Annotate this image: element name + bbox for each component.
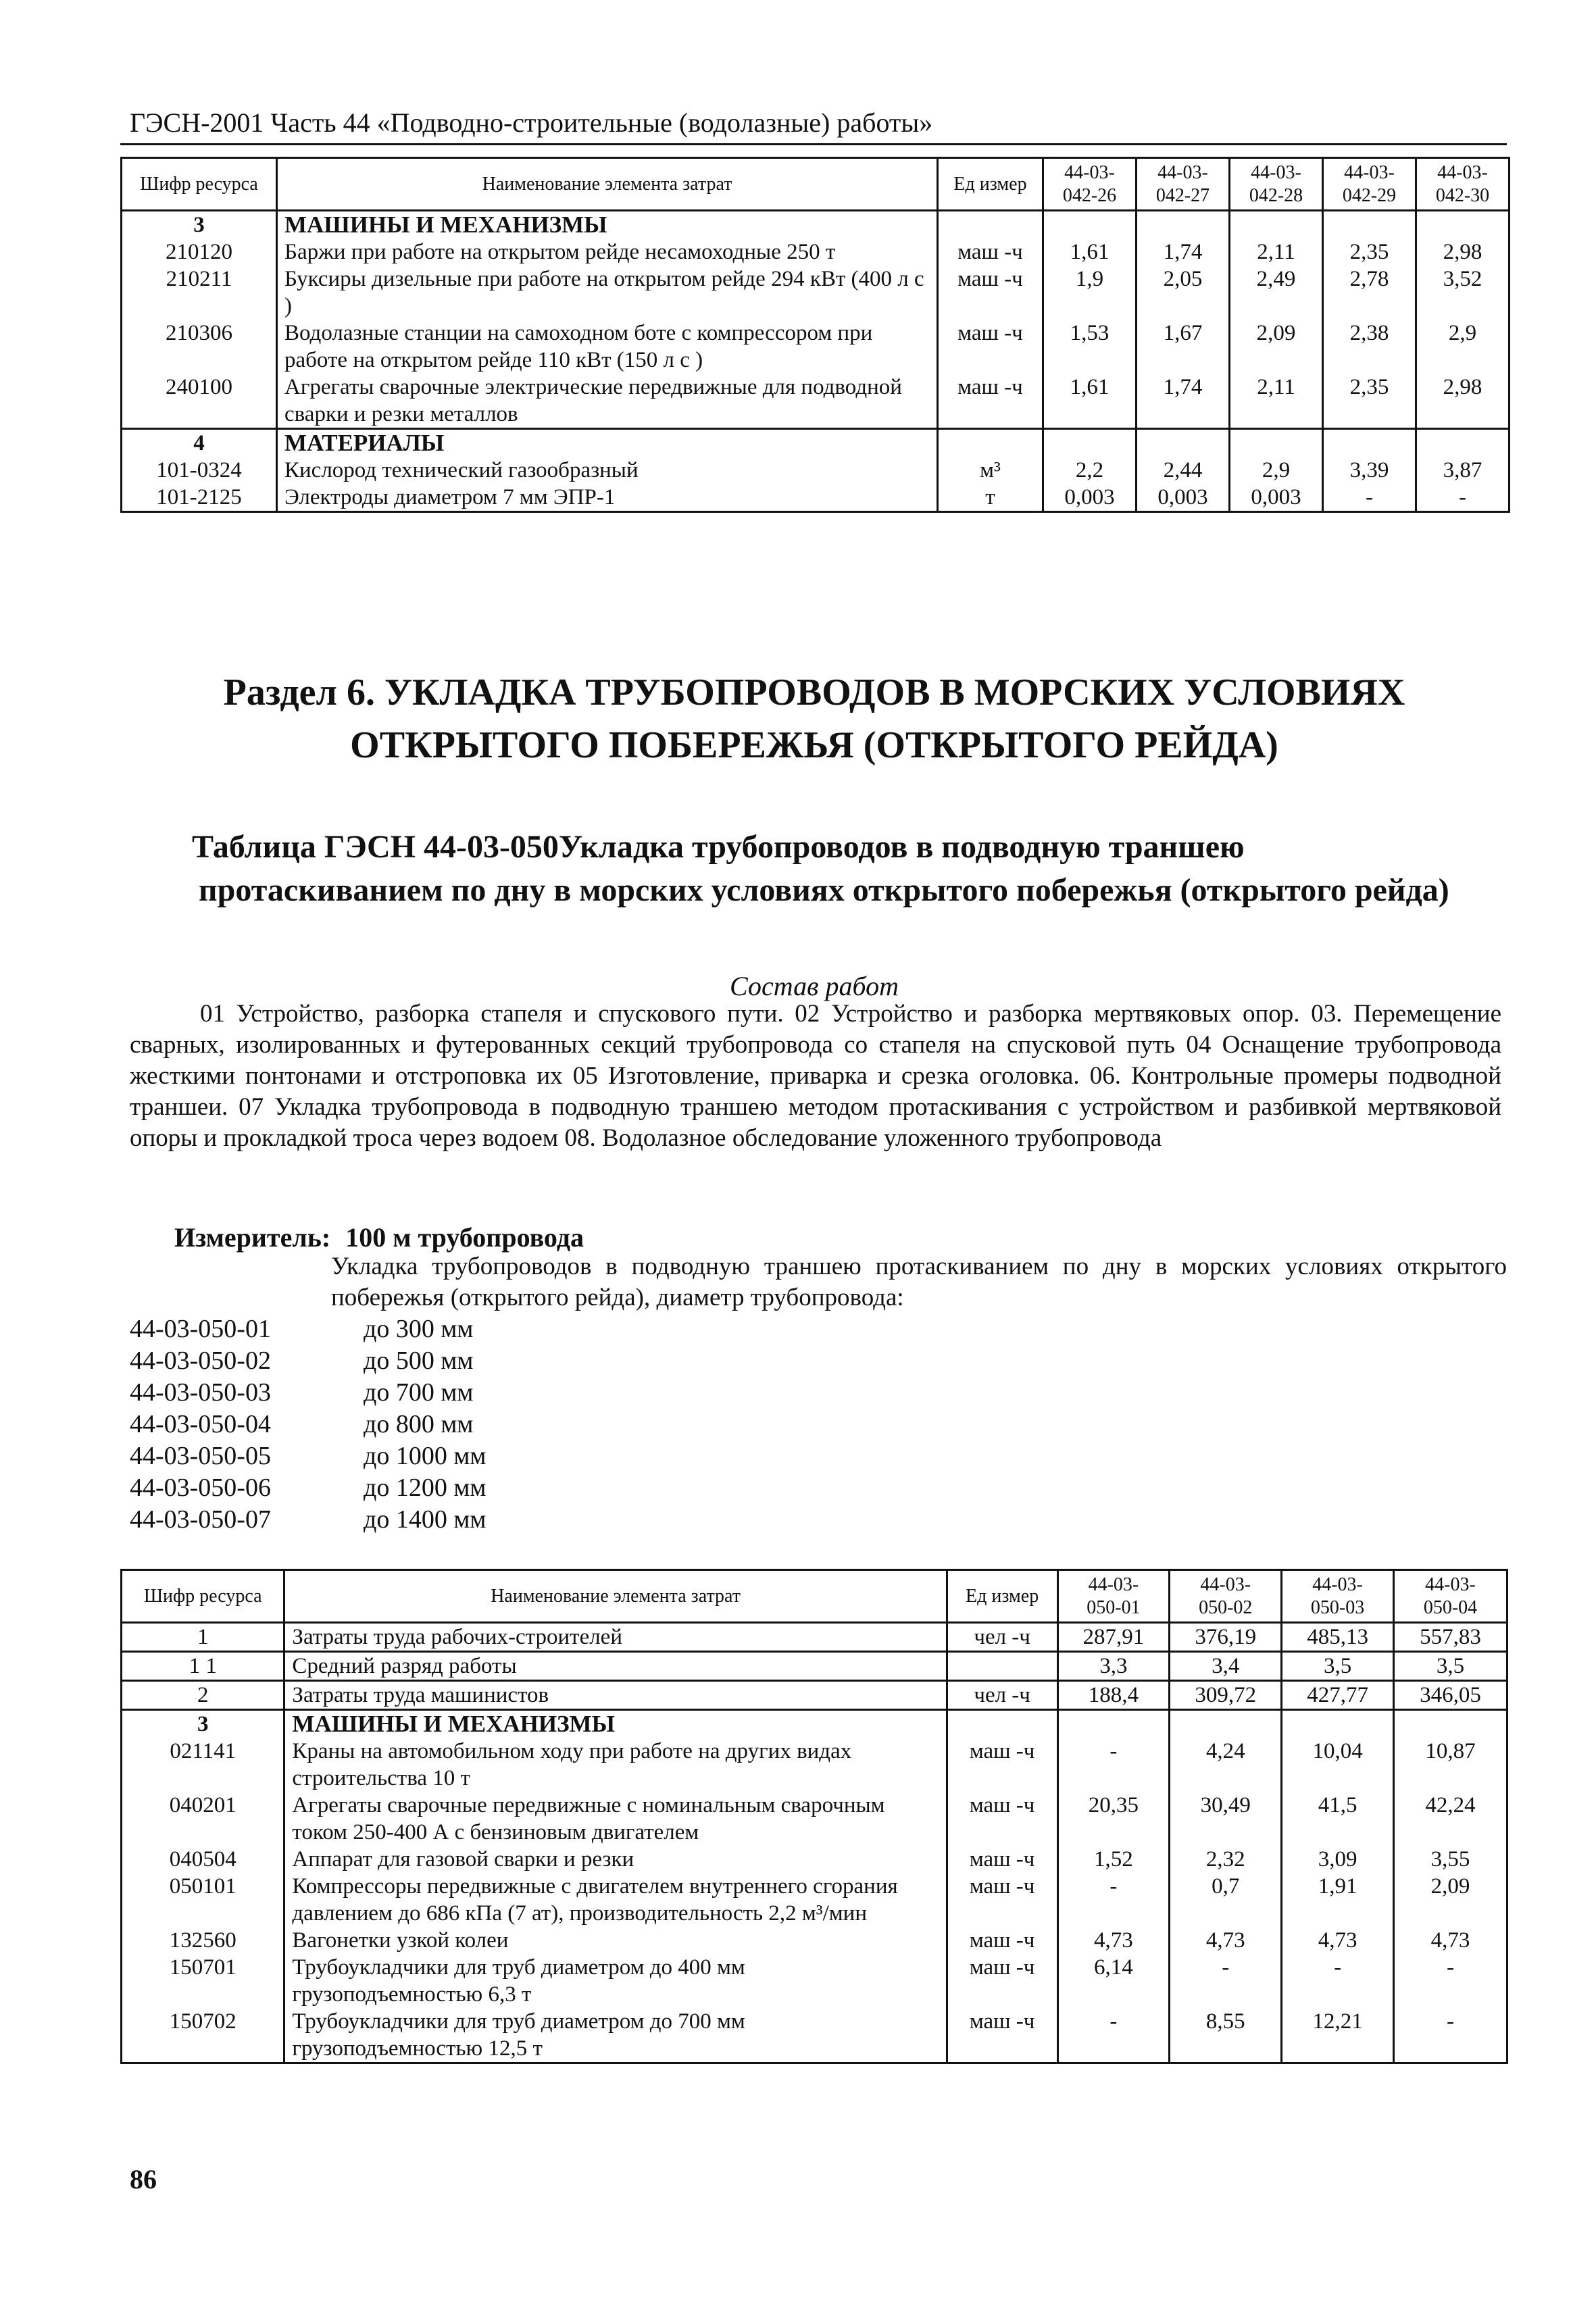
header-col: 44-03- 042-27 bbox=[1137, 158, 1230, 211]
resource-table-042 bbox=[120, 157, 1510, 513]
table-row: 210211 Буксиры дизельные при работе на открытом рейде 294 кВт (400 л с ) маш -ч 1,9 2,05 2,49 2,78 3,52 bbox=[122, 266, 1510, 320]
table-row: 021141 Краны на автомобильном ходу при работе на других видах строительства 10 т маш -ч - 4,24 10,04 10,87 bbox=[122, 1738, 1507, 1792]
header-code: Шифр ресурса bbox=[122, 1570, 284, 1623]
header-col: 44-03- 042-30 bbox=[1416, 158, 1510, 211]
header-unit: Ед измер bbox=[938, 158, 1043, 211]
meter-value: 100 м трубопровода bbox=[345, 1222, 584, 1253]
table-row: 240100 Агрегаты сварочные электрические передвижные для подводной сварки и резки металлов маш -ч 1,61 1,74 2,11 2,35 2,98 bbox=[122, 374, 1510, 429]
header-col: 44-03- 050-04 bbox=[1393, 1570, 1507, 1623]
header-code: Шифр ресурса bbox=[122, 158, 277, 211]
section-title-line: Раздел 6. УКЛАДКА ТРУБОПРОВОДОВ В МОРСКИХ УСЛОВИЯХ bbox=[223, 672, 1405, 713]
table-row: 1 1 Средний разряд работы 3,3 3,4 3,5 3,5 bbox=[122, 1652, 1507, 1681]
meter-line bbox=[174, 1222, 584, 1254]
table-row: 050101 Компрессоры передвижные с двигателем внутреннего сгорания давлением до 686 кПа (7 ат), производительность 2,2 м³/мин маш -ч - 0,7 1,91 2,09 bbox=[122, 1873, 1507, 1927]
list-item: 44-03-050-04 до 800 мм bbox=[130, 1410, 474, 1438]
variant-list bbox=[130, 1313, 486, 1536]
list-item: 44-03-050-06 до 1200 мм bbox=[130, 1474, 487, 1502]
table-row: 150702 Трубоукладчики для труб диаметром до 700 мм грузоподъемностью 12,5 т маш -ч - 8,55 12,21 - bbox=[122, 2008, 1507, 2063]
table-row: 101-2125 Электроды диаметром 7 мм ЭПР-1 т 0,003 0,003 0,003 - - bbox=[122, 484, 1510, 512]
variant-intro: Укладка трубопроводов в подводную траншею протаскиванием по дну в морских условиях открытого побережья (открытого рейда), диаметр трубопровода: bbox=[331, 1253, 1507, 1311]
table-row: 040201 Агрегаты сварочные передвижные с номинальным сварочным током 250-400 А с бензиновым двигателем маш -ч 20,35 30,49 41,5 42,24 bbox=[122, 1792, 1507, 1846]
list-item: 44-03-050-05 до 1000 мм bbox=[130, 1442, 487, 1470]
table-row: 210120 Баржи при работе на открытом рейде несамоходные 250 т маш -ч 1,61 1,74 2,11 2,35 2,98 bbox=[122, 238, 1510, 266]
header-name: Наименование элемента затрат bbox=[284, 1570, 947, 1623]
table-row: 210306 Водолазные станции на самоходном боте с компрессором при работе на открытом рейде 110 кВт (150 л с ) маш -ч 1,53 1,67 2,09 2,38 2,9 bbox=[122, 320, 1510, 374]
table-row: 4 МАТЕРИАЛЫ bbox=[122, 429, 1510, 457]
header-name: Наименование элемента затрат bbox=[277, 158, 938, 211]
table-row: 132560 Вагонетки узкой колеи маш -ч 4,73 4,73 4,73 4,73 bbox=[122, 1927, 1507, 1954]
header-col: 44-03- 042-26 bbox=[1043, 158, 1137, 211]
list-item: 44-03-050-02 до 500 мм bbox=[130, 1347, 474, 1375]
section-title bbox=[120, 666, 1508, 772]
list-item: 44-03-050-01 до 300 мм bbox=[130, 1315, 474, 1343]
table-header-row bbox=[122, 158, 1510, 211]
header-rule bbox=[120, 143, 1507, 145]
list-item: 44-03-050-03 до 700 мм bbox=[130, 1378, 474, 1407]
table-title bbox=[192, 826, 1489, 912]
header-col: 44-03- 050-03 bbox=[1282, 1570, 1394, 1623]
table-row: 150701 Трубоукладчики для труб диаметром до 400 мм грузоподъемностью 6,3 т маш -ч 6,14 - - - bbox=[122, 1954, 1507, 2008]
table-row: 3 МАШИНЫ И МЕХАНИЗМЫ bbox=[122, 1710, 1507, 1738]
table-row: 2 Затраты труда машинистов чел -ч 188,4 309,72 427,77 346,05 bbox=[122, 1681, 1507, 1710]
section-title-line: ОТКРЫТОГО ПОБЕРЕЖЬЯ (ОТКРЫТОГО РЕЙДА) bbox=[350, 724, 1278, 766]
list-item: 44-03-050-07 до 1400 мм bbox=[130, 1505, 487, 1534]
header-unit: Ед измер bbox=[947, 1570, 1057, 1623]
work-composition-heading: Состав работ bbox=[730, 971, 899, 1001]
header-col: 44-03- 042-29 bbox=[1323, 158, 1416, 211]
table-header-row bbox=[122, 1570, 1507, 1623]
table-title-lead: Таблица ГЭСН 44-03-050 bbox=[192, 829, 559, 865]
meter-label: Измеритель: bbox=[174, 1222, 331, 1253]
table-row: 040504 Аппарат для газовой сварки и резки маш -ч 1,52 2,32 3,09 3,55 bbox=[122, 1846, 1507, 1873]
table-row: 1 Затраты труда рабочих-строителей чел -ч 287,91 376,19 485,13 557,83 bbox=[122, 1623, 1507, 1652]
table-title-text: Укладка трубопроводов в подводную траншею протаскиванием по дну в морских условиях открытого побережья (открытого рейда) bbox=[199, 829, 1449, 908]
table-row: 101-0324 Кислород технический газообразный м³ 2,2 2,44 2,9 3,39 3,87 bbox=[122, 457, 1510, 484]
running-header: ГЭСН-2001 Часть 44 «Подводно-строительные (водолазные) работы» bbox=[130, 107, 933, 138]
page-number: 86 bbox=[130, 2164, 157, 2194]
resource-table-050 bbox=[120, 1569, 1508, 2064]
header-col: 44-03- 042-28 bbox=[1230, 158, 1323, 211]
work-composition-text: 01 Устройство, разборка стапеля и спускового пути. 02 Устройство и разборка мертвяковых опор. 03. Перемещение сварных, изолированных и футерованных секций трубопровода со стапеля на спусковой путь 04 Оснащение трубопровода жесткими понтонами и отстроповка их 05 Изготовление, приварка и срезка оголовка. 06. Контрольные промеры подводной траншеи. 07 Укладка трубопровода в подводную траншею методом протаскивания с устройством и разбивкой мертвяковой опоры и прокладкой троса через водоем 08. Водолазное обследование уложенного трубопровода bbox=[130, 1000, 1501, 1152]
header-col: 44-03- 050-02 bbox=[1170, 1570, 1282, 1623]
table-row: 3 МАШИНЫ И МЕХАНИЗМЫ bbox=[122, 211, 1510, 239]
header-col: 44-03- 050-01 bbox=[1057, 1570, 1170, 1623]
